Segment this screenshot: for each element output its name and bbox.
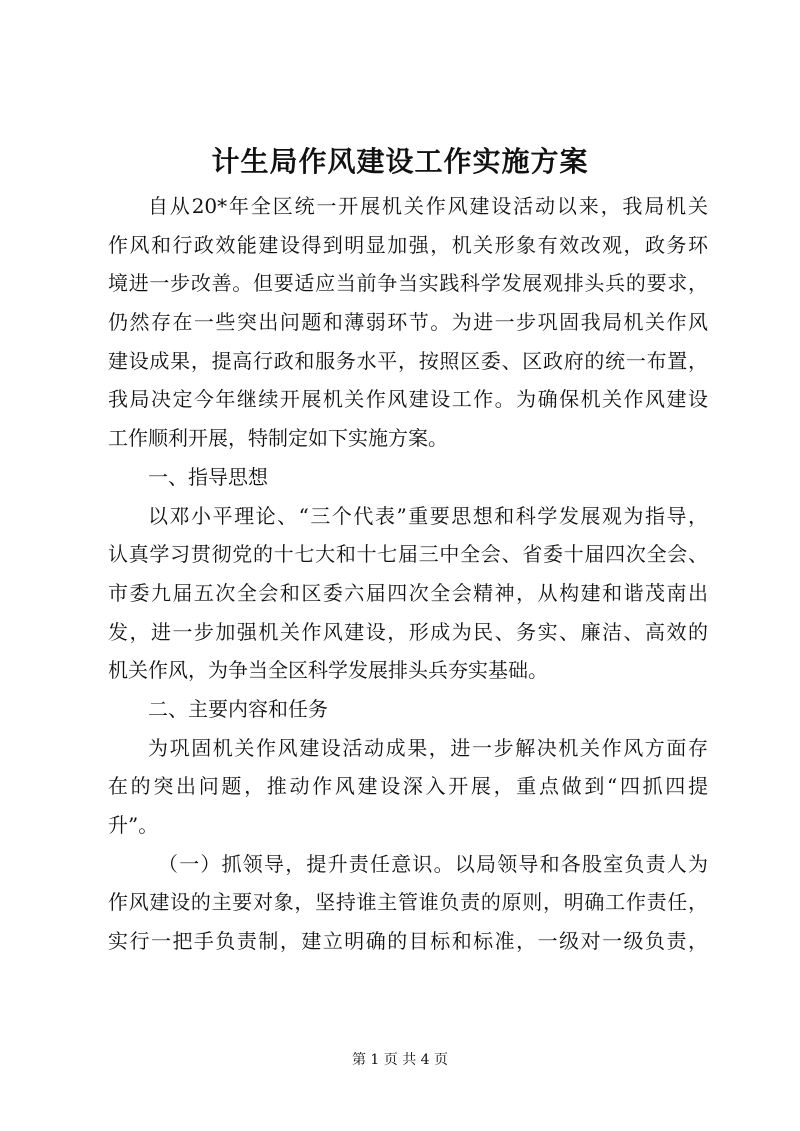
paragraph-line: 认真学习贯彻党的十七大和十七届三中全会、省委十届四次全会、 <box>108 542 708 567</box>
paragraph-line: 建设成果，提高行政和服务水平，按照区委、区政府的统一布置， <box>108 348 708 373</box>
paragraph-line: （一）抓领导，提升责任意识。以局领导和各股室负责人为 <box>158 851 708 876</box>
section-heading: 一、指导思想 <box>148 464 268 489</box>
paragraph-line: 仍然存在一些突出问题和薄弱环节。为进一步巩固我局机关作风 <box>108 310 708 335</box>
paragraph-line: 发，进一步加强机关作风建设，形成为民、务实、廉洁、高效的 <box>108 619 708 644</box>
paragraph-line: 作风和行政效能建设得到明显加强，机关形象有效改观，政务环 <box>108 232 708 257</box>
section-heading: 二、主要内容和任务 <box>148 696 328 721</box>
paragraph-line: 为巩固机关作风建设活动成果，进一步解决机关作风方面存 <box>148 735 708 760</box>
document-title: 计生局作风建设工作实施方案 <box>211 145 589 178</box>
document-body <box>108 187 708 961</box>
paragraph-line: 作风建设的主要对象，坚持谁主管谁负责的原则，明确工作责任， <box>108 890 708 915</box>
paragraph-line: 市委九届五次全会和区委六届四次全会精神，从构建和谐茂南出 <box>108 580 708 605</box>
page-number: 第 1 页 共 4 页 <box>351 1052 449 1068</box>
paragraph-line: 工作顺利开展，特制定如下实施方案。 <box>108 426 448 451</box>
paragraph-line: 以邓小平理论、“三个代表”重要思想和科学发展观为指导， <box>148 503 708 528</box>
page-footer <box>0 1050 800 1070</box>
paragraph-line: 境进一步改善。但要适应当前争当实践科学发展观排头兵的要求， <box>108 271 708 296</box>
paragraph-line: 机关作风，为争当全区科学发展排头兵夯实基础。 <box>108 658 548 683</box>
paragraph-line: 在的突出问题，推动作风建设深入开展，重点做到“四抓四提 <box>108 774 708 799</box>
paragraph-line: 我局决定今年继续开展机关作风建设工作。为确保机关作风建设 <box>108 387 708 412</box>
paragraph-line: 实行一把手负责制，建立明确的目标和标准，一级对一级负责， <box>108 929 708 954</box>
paragraph-line: 自从20*年全区统一开展机关作风建设活动以来，我局机关 <box>148 194 708 218</box>
paragraph-line: 升”。 <box>108 813 159 837</box>
